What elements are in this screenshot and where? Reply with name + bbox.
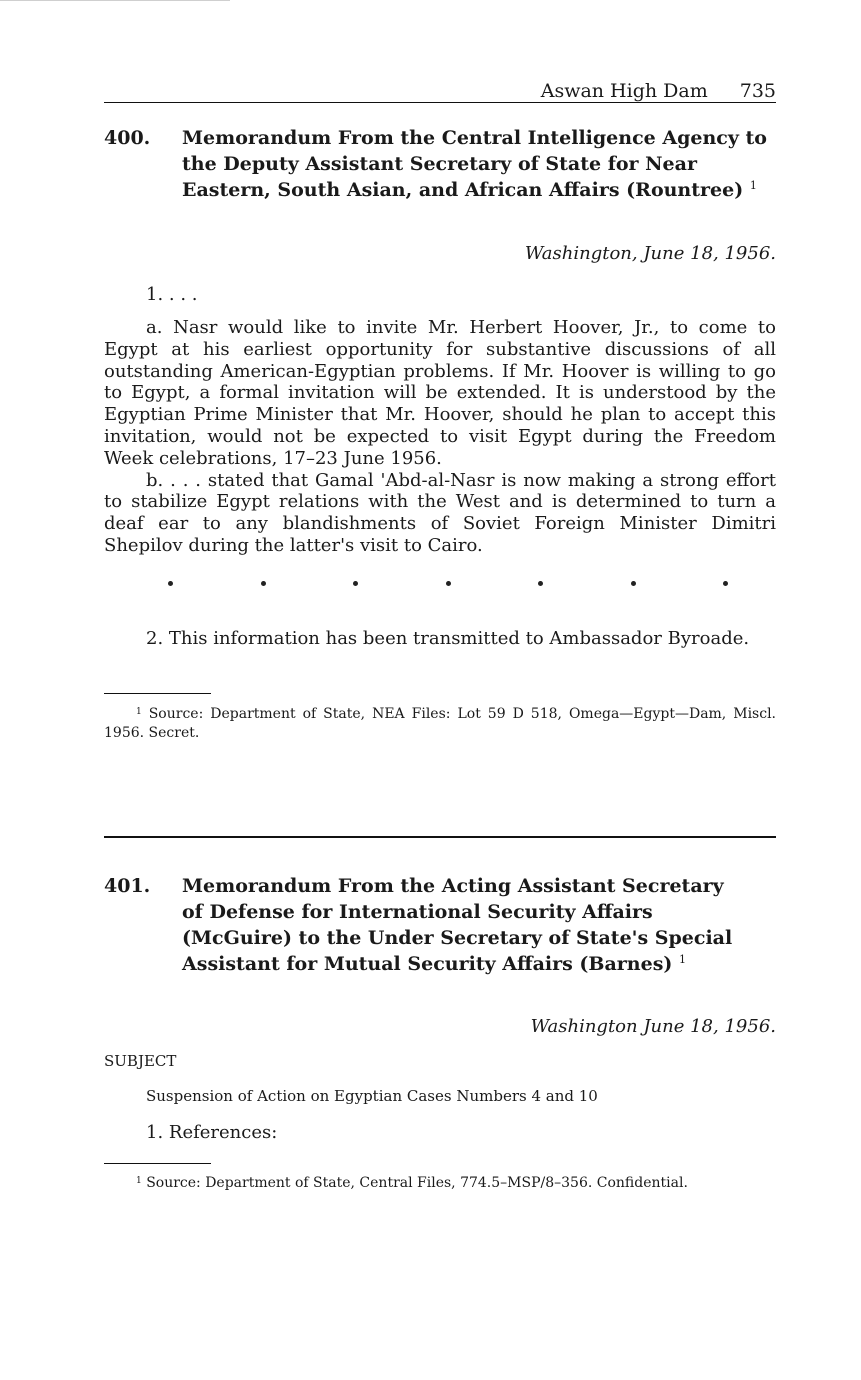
doc-400-paragraph-b: b. . . . stated that Gamal 'Abd-al-Nasr is now making a strong effort to stabilize Egypt relations with the West and is determined to turn a deaf ear to any blandishments of Soviet Foreign Minister Dimitri Shepilov during the latter's visit to Cairo. (104, 469, 776, 556)
doc-400-paragraph-a: a. Nasr would like to invite Mr. Herbert Hoover, Jr., to come to Egypt at his earliest opportunity for substantive discussions of all outstanding American-Egyptian problems. If Mr. Hoover is willing to go to Egypt, a formal invitation will be extended. It is understood by the Egyptian Prime Minister that Mr. Hoover, should he plan to accept this invitation, would not be expected to visit Egypt during the Freedom Week celebrations, 17–23 June 1956. (104, 317, 776, 469)
doc-401-title: Memorandum From the Acting Assistant Secretary of Defense for International Security Affairs (McGuire) to the Under Secretary of State's Special Assistant for Mutual Security Affairs (Barnes) (182, 875, 733, 975)
doc-401-title-block (182, 873, 736, 977)
doc-400-footnote-block (104, 705, 776, 743)
doc-400-title-block (182, 125, 776, 203)
doc-401-footnote-block (104, 1174, 776, 1193)
doc-401-footnote: Source: Department of State, Central Files, 774.5–MSP/8–356. Confidential. (146, 1175, 688, 1191)
omission-dot (723, 581, 728, 586)
doc-401-footnote-rule (104, 1163, 211, 1164)
subject-label: SUBJECT (104, 1052, 177, 1070)
doc-401-footnote-ref: 1 (679, 953, 687, 966)
doc-401-number: 401. (104, 875, 151, 897)
page-number: 735 (739, 80, 776, 102)
doc-401-dateline: Washington June 18, 1956. (530, 1016, 776, 1037)
doc-400-footnote: Source: Department of State, NEA Files: Lot 59 D 518, Omega—Egypt—Dam, Miscl. 1956. Secret. (104, 706, 777, 741)
omission-dot (631, 581, 636, 586)
doc-400-footnote-ref: 1 (749, 179, 757, 192)
doc-400-closing (104, 626, 776, 651)
subject-text: Suspension of Action on Egyptian Cases Numbers 4 and 10 (146, 1087, 598, 1105)
doc-401-heading (104, 873, 776, 979)
omission-dot (446, 581, 451, 586)
doc-400-item-1: 1. . . . (146, 284, 198, 305)
scan-edge-line (0, 0, 230, 4)
running-header (104, 80, 776, 103)
doc-400-dateline: Washington, June 18, 1956. (524, 243, 776, 264)
references-heading: 1. References: (146, 1122, 278, 1143)
doc-400-heading (104, 125, 776, 205)
doc-400-footnote-rule (104, 693, 211, 694)
doc-400-footnote-mark: 1 (136, 707, 142, 717)
omission-dot (353, 581, 358, 586)
doc-400-body (104, 317, 776, 557)
doc-400-paragraph-2: 2. This information has been transmitted to Ambassador Byroade. (146, 628, 750, 649)
document-divider (104, 836, 776, 838)
omission-dots (168, 581, 728, 593)
running-header-section: Aswan High Dam (540, 80, 708, 102)
doc-400-title: Memorandum From the Central Intelligence Agency to the Deputy Assistant Secretary of State for Near Eastern, South Asian, and African Affairs (Rountree) (182, 127, 767, 201)
doc-400-item-1-block (104, 284, 776, 306)
omission-dot (538, 581, 543, 586)
doc-400-number: 400. (104, 127, 151, 149)
omission-dot (168, 581, 173, 586)
doc-401-footnote-mark: 1 (136, 1176, 142, 1186)
omission-dot (261, 581, 266, 586)
